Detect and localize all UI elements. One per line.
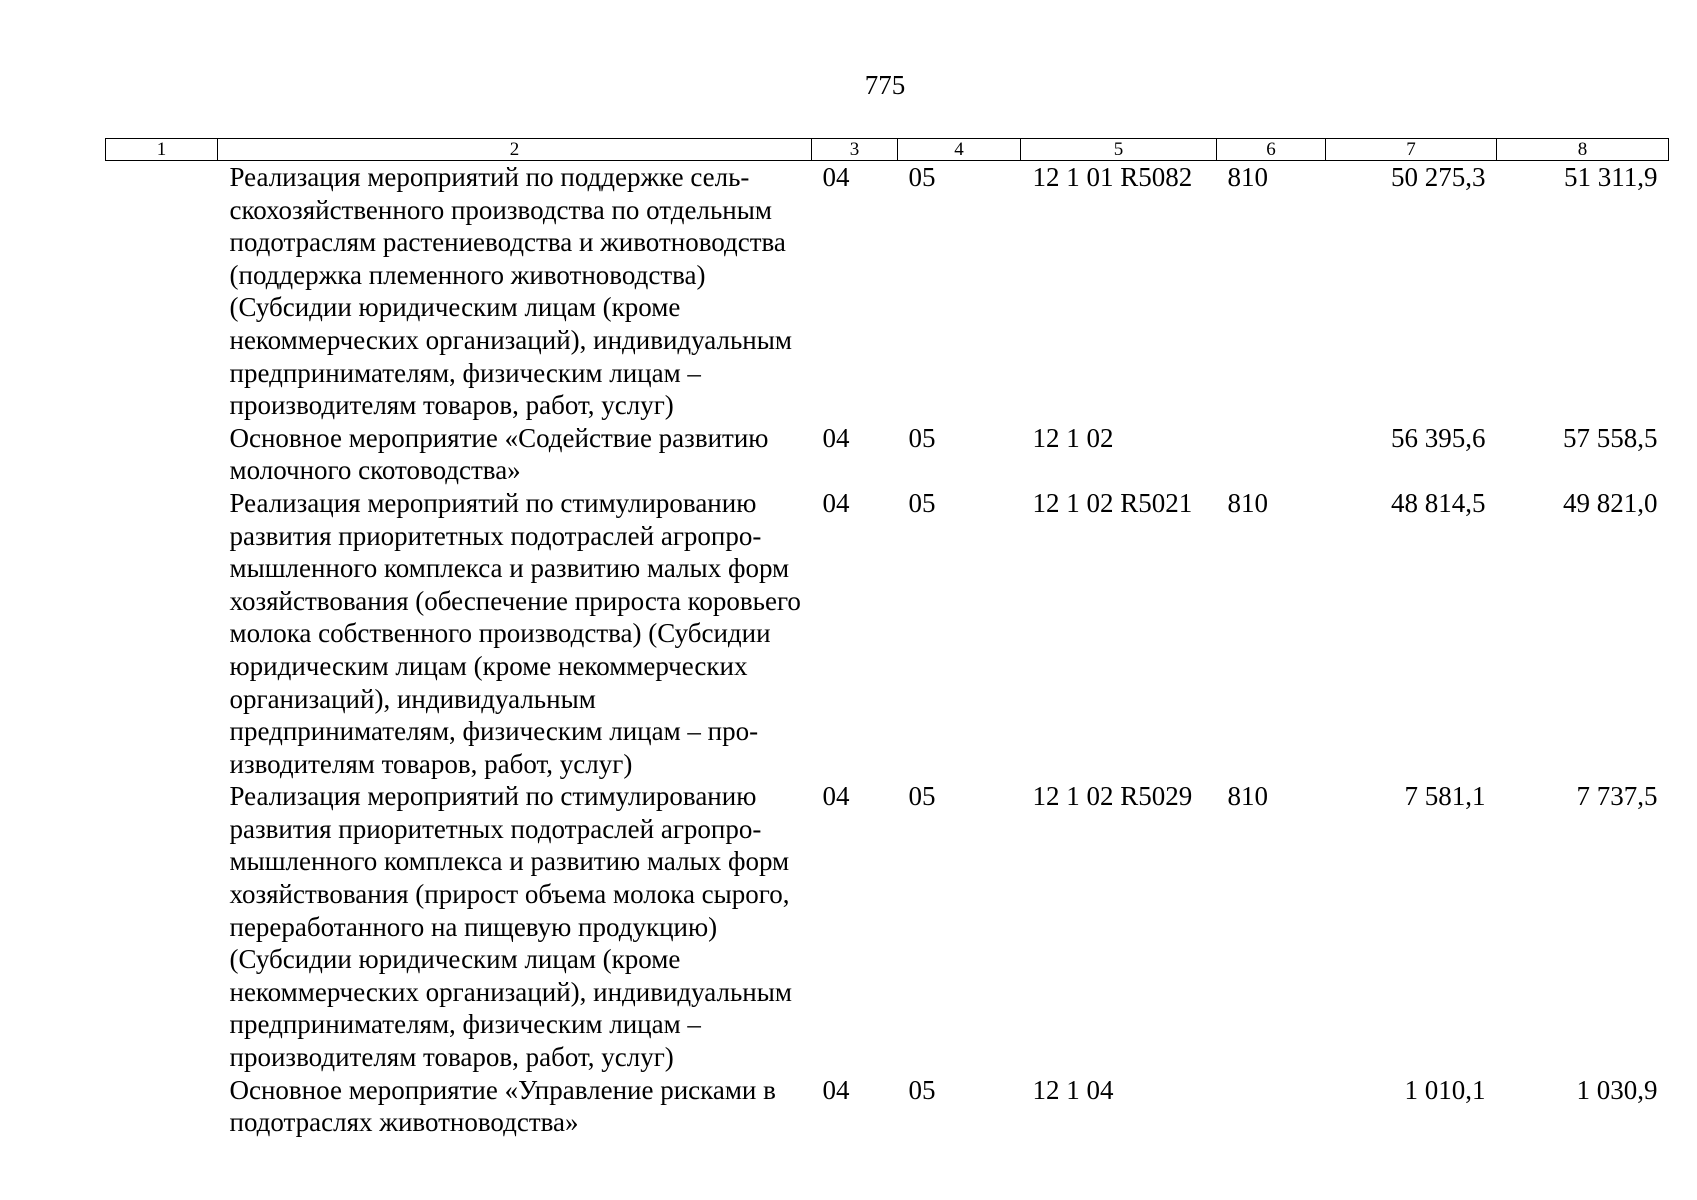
table-row xyxy=(106,161,1669,422)
header-col-1: 1 xyxy=(106,139,218,161)
header-col-6: 6 xyxy=(1217,139,1326,161)
cell-csr: 12 1 02 R5029 xyxy=(1032,781,1193,812)
cell-rz: 04 xyxy=(822,422,850,453)
cell-csr: 12 1 02 xyxy=(1032,422,1114,453)
cell-col1 xyxy=(106,780,218,1073)
header-col-8: 8 xyxy=(1497,139,1669,161)
cell-col1 xyxy=(106,487,218,780)
header-col-7: 7 xyxy=(1326,139,1497,161)
table-row xyxy=(106,780,1669,1073)
cell-pr: 05 xyxy=(908,781,936,812)
cell-sum-2: 49 821,0 xyxy=(1563,487,1658,518)
cell-pr: 05 xyxy=(908,487,936,518)
table-header xyxy=(106,139,1669,161)
page-number: 775 xyxy=(864,70,906,100)
header-col-5: 5 xyxy=(1021,139,1217,161)
cell-sum-1: 50 275,3 xyxy=(1391,162,1486,192)
header-col-3: 3 xyxy=(812,139,898,161)
cell-col1 xyxy=(106,422,218,487)
cell-sum-1: 1 010,1 xyxy=(1404,1074,1486,1105)
cell-vr: 810 xyxy=(1227,162,1268,192)
header-col-4: 4 xyxy=(898,139,1021,161)
cell-rz: 04 xyxy=(822,781,850,812)
cell-pr: 05 xyxy=(908,1074,936,1105)
cell-sum-1: 48 814,5 xyxy=(1391,487,1486,518)
cell-rz: 04 xyxy=(822,487,850,518)
cell-sum-2: 51 311,9 xyxy=(1564,162,1658,192)
cell-vr: 810 xyxy=(1227,487,1268,518)
table-body xyxy=(106,161,1669,1139)
cell-sum-2: 1 030,9 xyxy=(1576,1074,1658,1105)
table-row xyxy=(106,1074,1669,1139)
cell-vr: 810 xyxy=(1227,781,1268,812)
cell-vr xyxy=(1217,1074,1326,1139)
cell-rz: 04 xyxy=(822,1074,850,1105)
cell-vr xyxy=(1217,422,1326,487)
cell-pr: 05 xyxy=(908,422,936,453)
cell-name: Реализация мероприятий по стимулированию развития приоритетных подотраслей агропромышленного комплекса и развитию малых форм хозяйствования (обеспечение прироста коровьего молока собственного производства) (Субсидии юридическим лицам (кроме некоммерческих организаций), индивидуальным предпринимателям, физическим лицам – производителям товаров, работ, услуг) xyxy=(229,487,801,779)
cell-col1 xyxy=(106,161,218,422)
table-row xyxy=(106,422,1669,487)
cell-name: Реализация мероприятий по поддержке сельскохозяйственного производства по отдельным подотраслям растениеводства и животноводства (поддержка племенного животноводства) (Субсидии юридическим лицам (кроме некоммерческих организаций), индивидуальным предпринимателям, физическим лицам – производителям товаров, работ, услуг) xyxy=(229,162,792,421)
budget-table xyxy=(105,138,1669,1139)
cell-sum-2: 7 737,5 xyxy=(1576,781,1658,812)
cell-csr: 12 1 02 R5021 xyxy=(1032,487,1193,518)
cell-name: Реализация мероприятий по стимулированию развития приоритетных подотраслей агропромышленного комплекса и развитию малых форм хозяйствования (прирост объема молока сырого, переработанного на пищевую продукцию) (Субсидии юридическим лицам (кроме некоммерческих организаций), индивидуальным предпринимателям, физическим лицам – производителям товаров, работ, услуг) xyxy=(229,781,792,1073)
table-row xyxy=(106,487,1669,780)
header-row xyxy=(106,139,1669,161)
header-col-2: 2 xyxy=(218,139,812,161)
cell-col1 xyxy=(106,1074,218,1139)
cell-name: Основное мероприятие «Содействие развитию молочного скотоводства» xyxy=(229,422,769,486)
cell-rz: 04 xyxy=(822,162,850,192)
cell-pr: 05 xyxy=(908,162,936,192)
cell-sum-2: 57 558,5 xyxy=(1563,422,1658,453)
cell-sum-1: 7 581,1 xyxy=(1404,781,1486,812)
cell-sum-1: 56 395,6 xyxy=(1391,422,1486,453)
cell-csr: 12 1 04 xyxy=(1032,1074,1114,1105)
cell-csr: 12 1 01 R5082 xyxy=(1032,162,1193,192)
cell-name: Основное мероприятие «Управление рисками в подотраслях животноводства» xyxy=(229,1074,776,1138)
